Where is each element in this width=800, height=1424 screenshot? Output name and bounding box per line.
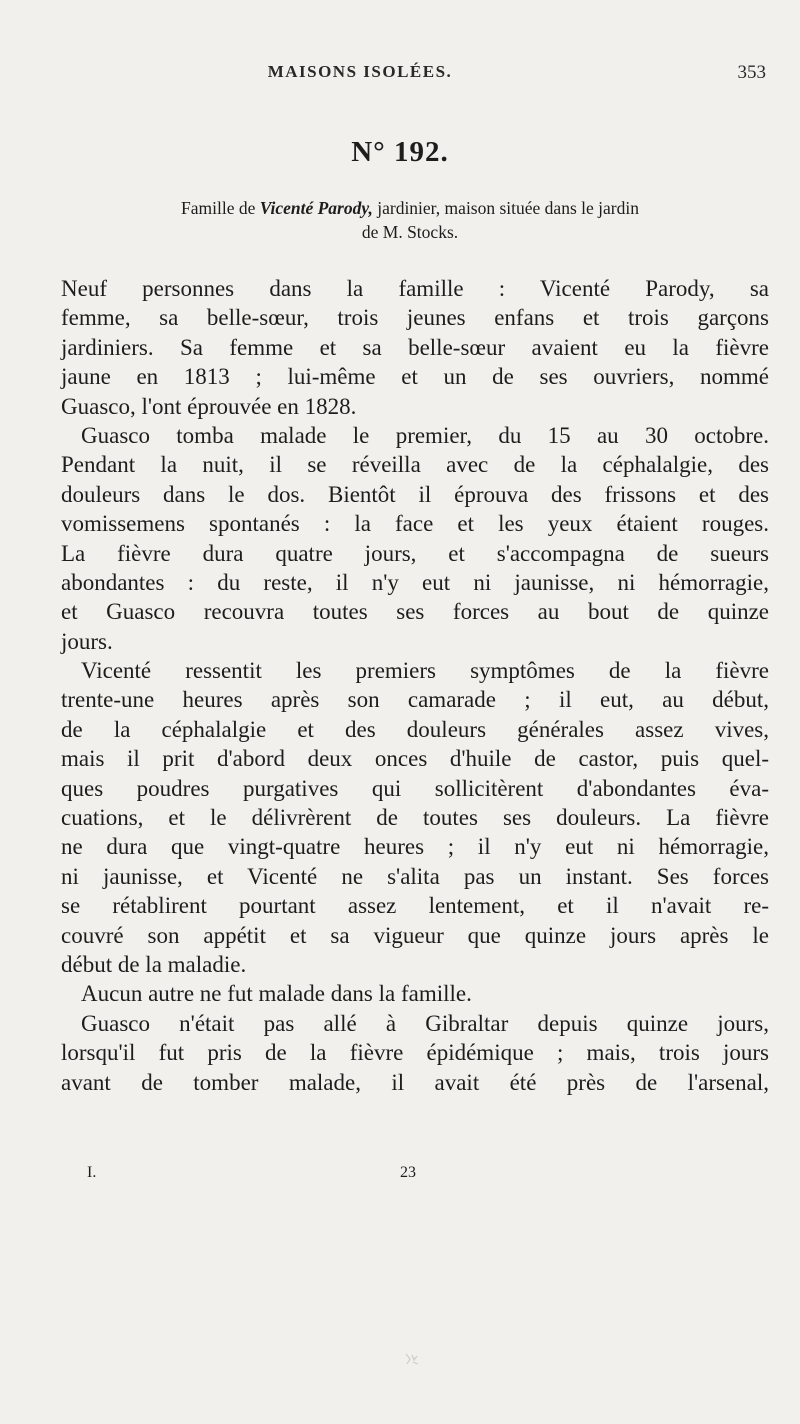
body-line: se rétablirent pourtant assez lentement, et il n'avait re- [61,893,769,919]
body-line: Vicenté ressentit les premiers symptômes de la fièvre [81,658,769,684]
page-footer [0,1164,800,1186]
body-line: jardiniers. Sa femme et sa belle-sœur avaient eu la fièvre [61,334,769,360]
entry-number: N° 192. [351,136,449,168]
body-text [61,274,769,1097]
body-line: lorsqu'il fut pris de la fièvre épidémique ; mais, trois jours [61,1040,769,1066]
running-head [0,62,800,86]
subtitle-person-name: Vicenté Parody, [259,198,373,218]
body-line: avant de tomber malade, il avait été près de l'arsenal, [61,1069,769,1095]
body-line: ques poudres purgatives qui sollicitèrent d'abondantes éva- [61,775,769,801]
body-line: Neuf personnes dans la famille : Vicenté Parody, sa [61,276,769,301]
body-line: vomissemens spontanés : la face et les yeux étaient rouges. [61,511,769,537]
subtitle-prefix: Famille de [181,198,260,218]
body-line: et Guasco recouvra toutes ses forces au bout de quinze [61,599,769,625]
body-line: trente-une heures après son camarade ; il eut, au début, [61,687,769,713]
body-line: Guasco tomba malade le premier, du 15 au 30 octobre. [81,422,769,448]
entry-subtitle-line-1 [50,196,770,220]
signature-mark: I. [87,1164,97,1181]
body-line: cuations, et le délivrèrent de toutes ses douleurs. La fièvre [61,805,769,831]
body-line: de la céphalalgie et des douleurs générales assez vives, [61,716,769,742]
entry-subtitle-line-2: de M. Stocks. [361,222,459,242]
subtitle-rest: jardinier, maison située dans le jardin [372,198,639,218]
body-line: Pendant la nuit, il se réveilla avec de la céphalalgie, des [61,452,769,478]
entry-subtitle [50,196,770,244]
paper-blemish-icon [404,1352,420,1366]
body-line: jaune en 1813 ; lui-même et un de ses ouvriers, nommé [61,364,769,390]
body-line: abondantes : du reste, il n'y eut ni jaunisse, ni hémorragie, [61,569,769,595]
body-line: Guasco, l'ont éprouvée en 1828. [61,393,357,419]
body-line: Aucun autre ne fut malade dans la famille. [81,981,472,1007]
body-line: ne dura que vingt-quatre heures ; il n'y eut ni hémorragie, [61,834,769,860]
body-line: femme, sa belle-sœur, trois jeunes enfans et trois garçons [61,305,769,331]
body-line: douleurs dans le dos. Bientôt il éprouva des frissons et des [61,481,769,507]
body-line: La fièvre dura quatre jours, et s'accompagna de sueurs [61,540,769,566]
running-title: MAISONS ISOLÉES. [267,62,453,81]
body-line: Guasco n'était pas allé à Gibraltar depuis quinze jours, [81,1010,769,1036]
page-number: 353 [737,62,766,83]
body-line: mais il prit d'abord deux onces d'huile de castor, puis quel- [61,746,769,772]
body-line: couvré son appétit et sa vigueur que quinze jours après le [61,922,769,948]
body-line: ni jaunisse, et Vicenté ne s'alita pas un instant. Ses forces [61,863,769,889]
signature-number: 23 [400,1164,416,1181]
body-line: début de la maladie. [61,951,247,977]
body-line: jours. [61,628,113,654]
